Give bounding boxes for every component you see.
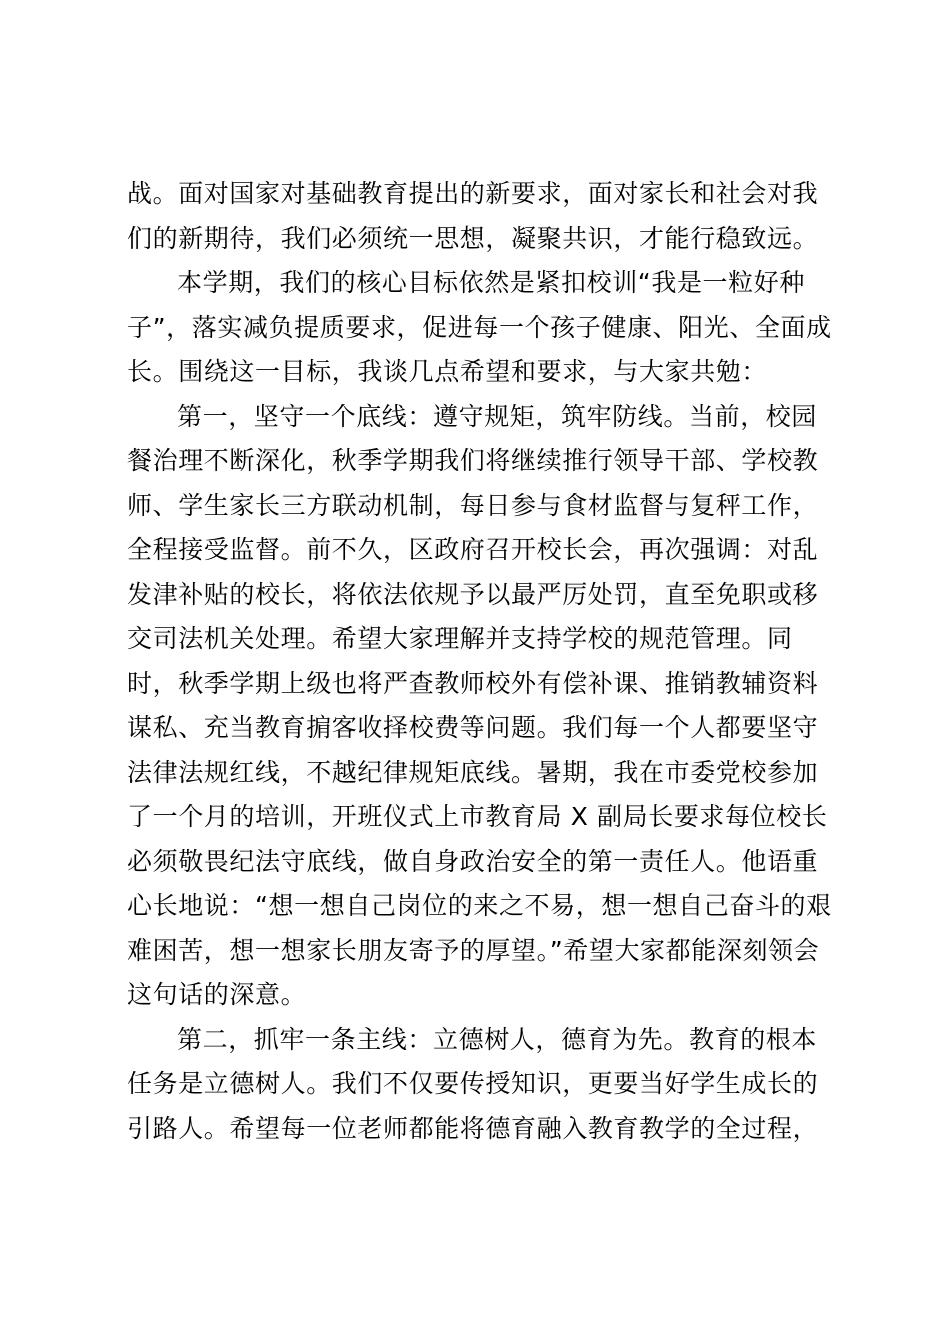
text-line: 难困苦，想一想家长朋友寄予的厚望。”希望大家都能深刻领会 [127,935,820,965]
text-line: 时，秋季学期上级也将严查教师校外有偿补课、推销教辅资料 [127,668,819,698]
document-body [127,172,833,1151]
text-line: 任务是立德树人。我们不仅要传授知识，更要当好学生成长的 [127,1069,819,1098]
text-line: 法律法规红线，不越纪律规矩底线。暑期，我在市委党校参加 [127,757,819,787]
text-line: 谋私、充当教育掮客收择校费等问题。我们每一个人都要坚守 [127,713,819,742]
text-line: 子”，落实减负提质要求，促进每一个孩子健康、阳光、全面成 [127,312,832,342]
paragraph-start-line: 第一，坚守一个底线：遵守规矩，筑牢防线。当前，校园 [177,401,818,431]
text-line: 必须敬畏纪法守底线，做自身政治安全的第一责任人。他语重 [127,846,819,876]
text-line: 交司法机关处理。希望大家理解并支持学校的规范管理。同 [127,624,793,653]
text-line: 长。围绕这一目标，我谈几点希望和要求，与大家共勉： [127,357,768,386]
text-line: 发津补贴的校长，将依法依规予以最严厉处罚，直至免职或移 [127,579,819,609]
text-line: 引路人。希望每一位老师都能将德育融入教育教学的全过程， [127,1113,819,1143]
text-line: 师、学生家长三方联动机制，每日参与食材监督与复秤工作， [127,490,819,520]
paragraph-start-line: 第二，抓牢一条主线：立德树人，德育为先。教育的根本 [177,1024,818,1054]
text-line: 了一个月的培训，开班仪式上市教育局 X 副局长要求每位校长 [127,802,828,831]
text-line: 们的新期待，我们必须统一思想，凝聚共识，才能行稳致远。 [127,223,819,253]
text-line: 战。面对国家对基础教育提出的新要求，面对家长和社会对我 [127,179,819,208]
paragraph-start-line: 本学期，我们的核心目标依然是紧扣校训“我是一粒好种 [177,268,805,297]
text-line: 全程接受监督。前不久，区政府召开校长会，再次强调：对乱 [127,535,819,564]
text-line: 餐治理不断深化，秋季学期我们将继续推行领导干部、学校教 [127,446,819,475]
text-line: 这句话的深意。 [127,980,307,1009]
text-line: 心长地说：“想一想自己岗位的来之不易，想一想自己奋斗的艰 [127,891,832,920]
